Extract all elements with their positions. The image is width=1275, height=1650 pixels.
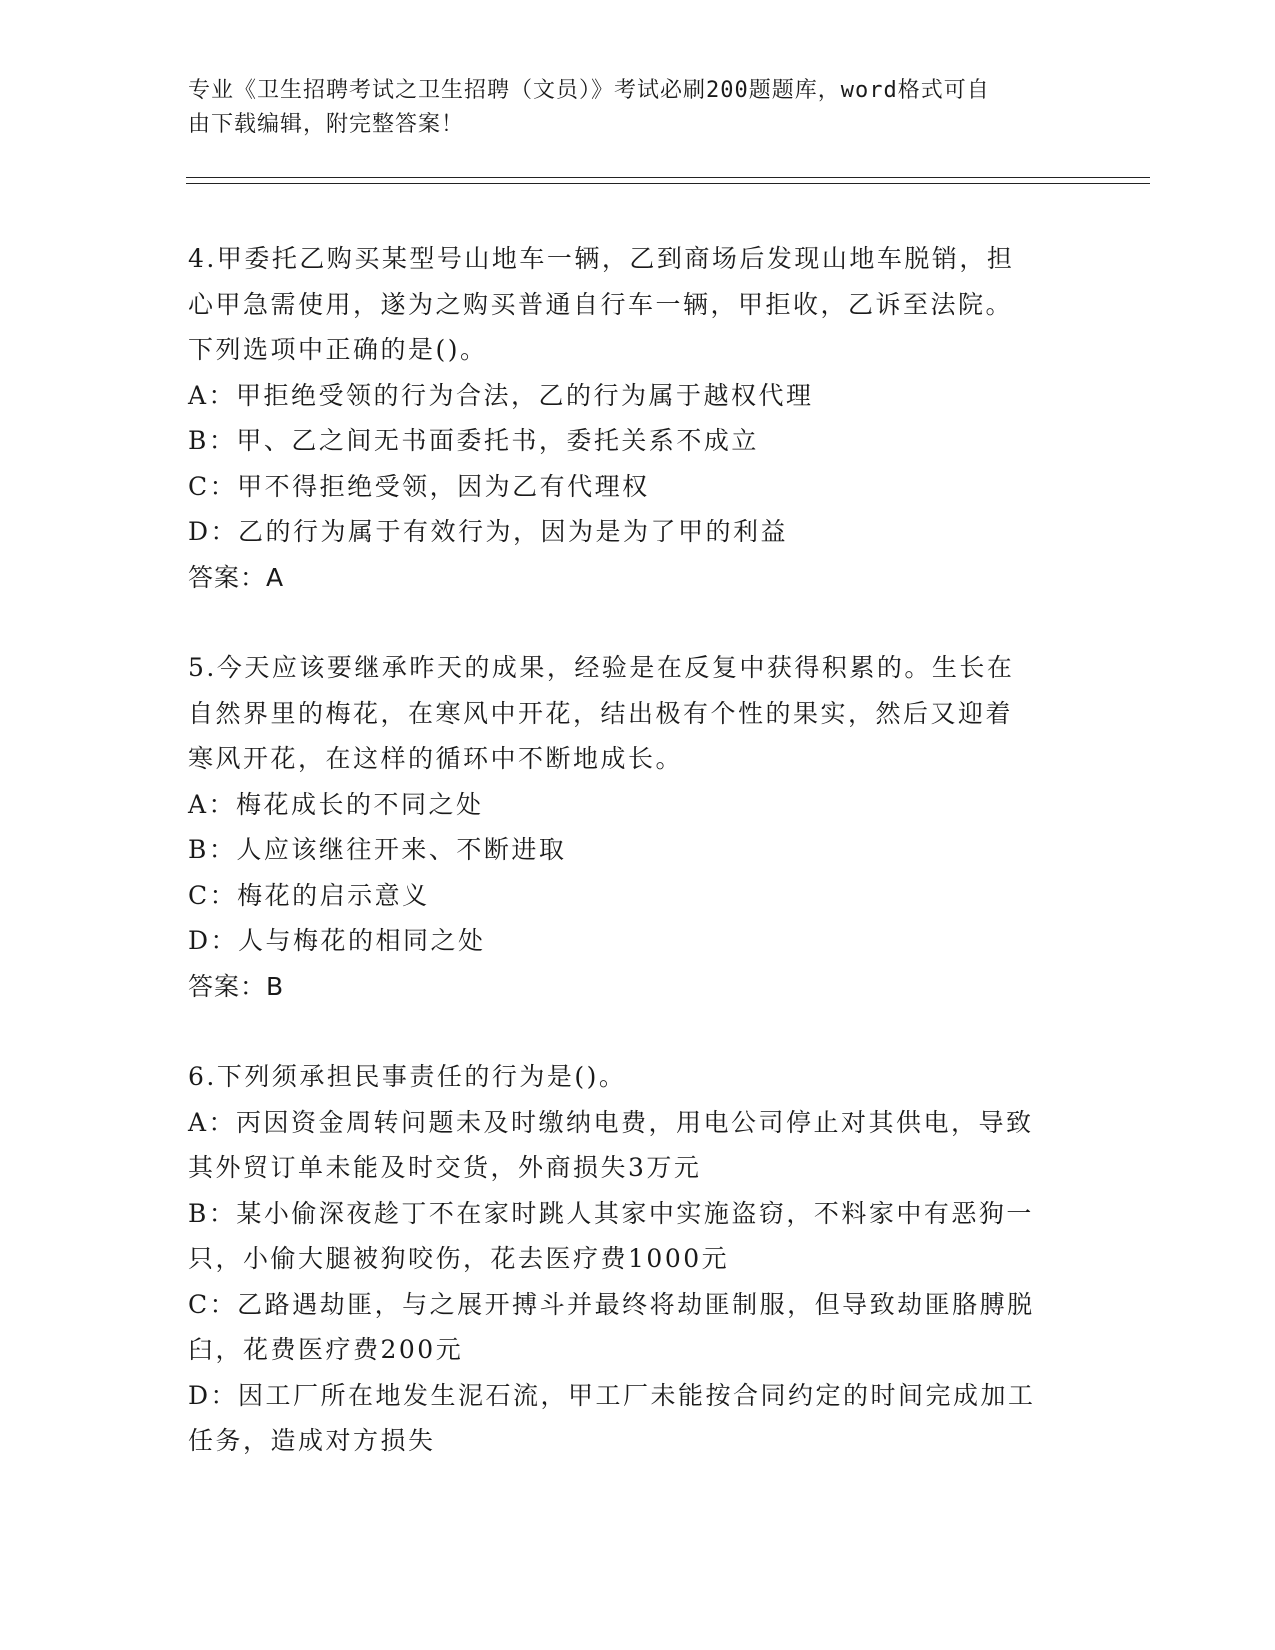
question-item xyxy=(188,236,1068,600)
spacer xyxy=(188,1009,1068,1054)
option-d-continued: 任务，造成对方损失 xyxy=(188,1426,436,1455)
option-c-continued: 臼，花费医疗费200元 xyxy=(188,1335,464,1364)
question-stem-line: 心甲急需使用，遂为之购买普通自行车一辆，甲拒收，乙诉至法院。 xyxy=(188,289,1014,319)
question-stem-line: 5.今天应该要继承昨天的成果，经验是在反复中获得积累的。生长在 xyxy=(188,653,1015,682)
question-stem-line: 6.下列须承担民事责任的行为是()。 xyxy=(188,1062,627,1091)
answer-label: 答案：A xyxy=(188,562,285,592)
option-c: C：乙路遇劫匪，与之展开搏斗并最终将劫匪制服，但导致劫匪胳膊脱 xyxy=(188,1289,1035,1319)
spacer xyxy=(188,600,1068,645)
question-stem-line: 下列选项中正确的是()。 xyxy=(188,335,488,364)
option-b: B：某小偷深夜趁丁不在家时跳人其家中实施盗窃，不料家中有恶狗一 xyxy=(188,1198,1034,1228)
option-d: D：乙的行为属于有效行为，因为是为了甲的利益 xyxy=(188,517,789,546)
question-item xyxy=(188,645,1068,1009)
document-header xyxy=(188,74,1068,142)
question-list xyxy=(188,236,1068,1464)
option-d: D：因工厂所在地发生泥石流，甲工厂未能按合同约定的时间完成加工 xyxy=(188,1380,1036,1410)
option-a-continued: 其外贸订单未能及时交货，外商损失3万元 xyxy=(188,1153,702,1182)
option-b: B：甲、乙之间无书面委托书，委托关系不成立 xyxy=(188,426,759,455)
question-stem-line: 自然界里的梅花，在寒风中开花，结出极有个性的果实，然后又迎着 xyxy=(188,698,1014,728)
option-d: D：人与梅花的相同之处 xyxy=(188,926,486,955)
header-line-1: 专业《卫生招聘考试之卫生招聘（文员）》考试必刷200题题库，word格式可自 xyxy=(188,78,990,103)
option-a: A：梅花成长的不同之处 xyxy=(188,789,484,819)
option-c: C：甲不得拒绝受领，因为乙有代理权 xyxy=(188,471,650,501)
answer-label: 答案：B xyxy=(188,971,285,1001)
option-a: A：丙因资金周转问题未及时缴纳电费，用电公司停止对其供电，导致 xyxy=(188,1107,1034,1137)
header-line-2: 由下载编辑，附完整答案！ xyxy=(188,112,465,137)
question-stem-line: 4.甲委托乙购买某型号山地车一辆，乙到商场后发现山地车脱销，担 xyxy=(188,244,1015,273)
header-divider-top xyxy=(186,177,1150,178)
option-b-continued: 只，小偷大腿被狗咬伤，花去医疗费1000元 xyxy=(188,1244,730,1273)
option-c: C：梅花的启示意义 xyxy=(188,880,430,910)
question-item xyxy=(188,1054,1068,1464)
option-a: A：甲拒绝受领的行为合法，乙的行为属于越权代理 xyxy=(188,380,814,410)
option-b: B：人应该继往开来、不断进取 xyxy=(188,835,567,864)
header-divider-bottom xyxy=(186,183,1150,184)
question-stem-line: 寒风开花，在这样的循环中不断地成长。 xyxy=(188,744,684,773)
